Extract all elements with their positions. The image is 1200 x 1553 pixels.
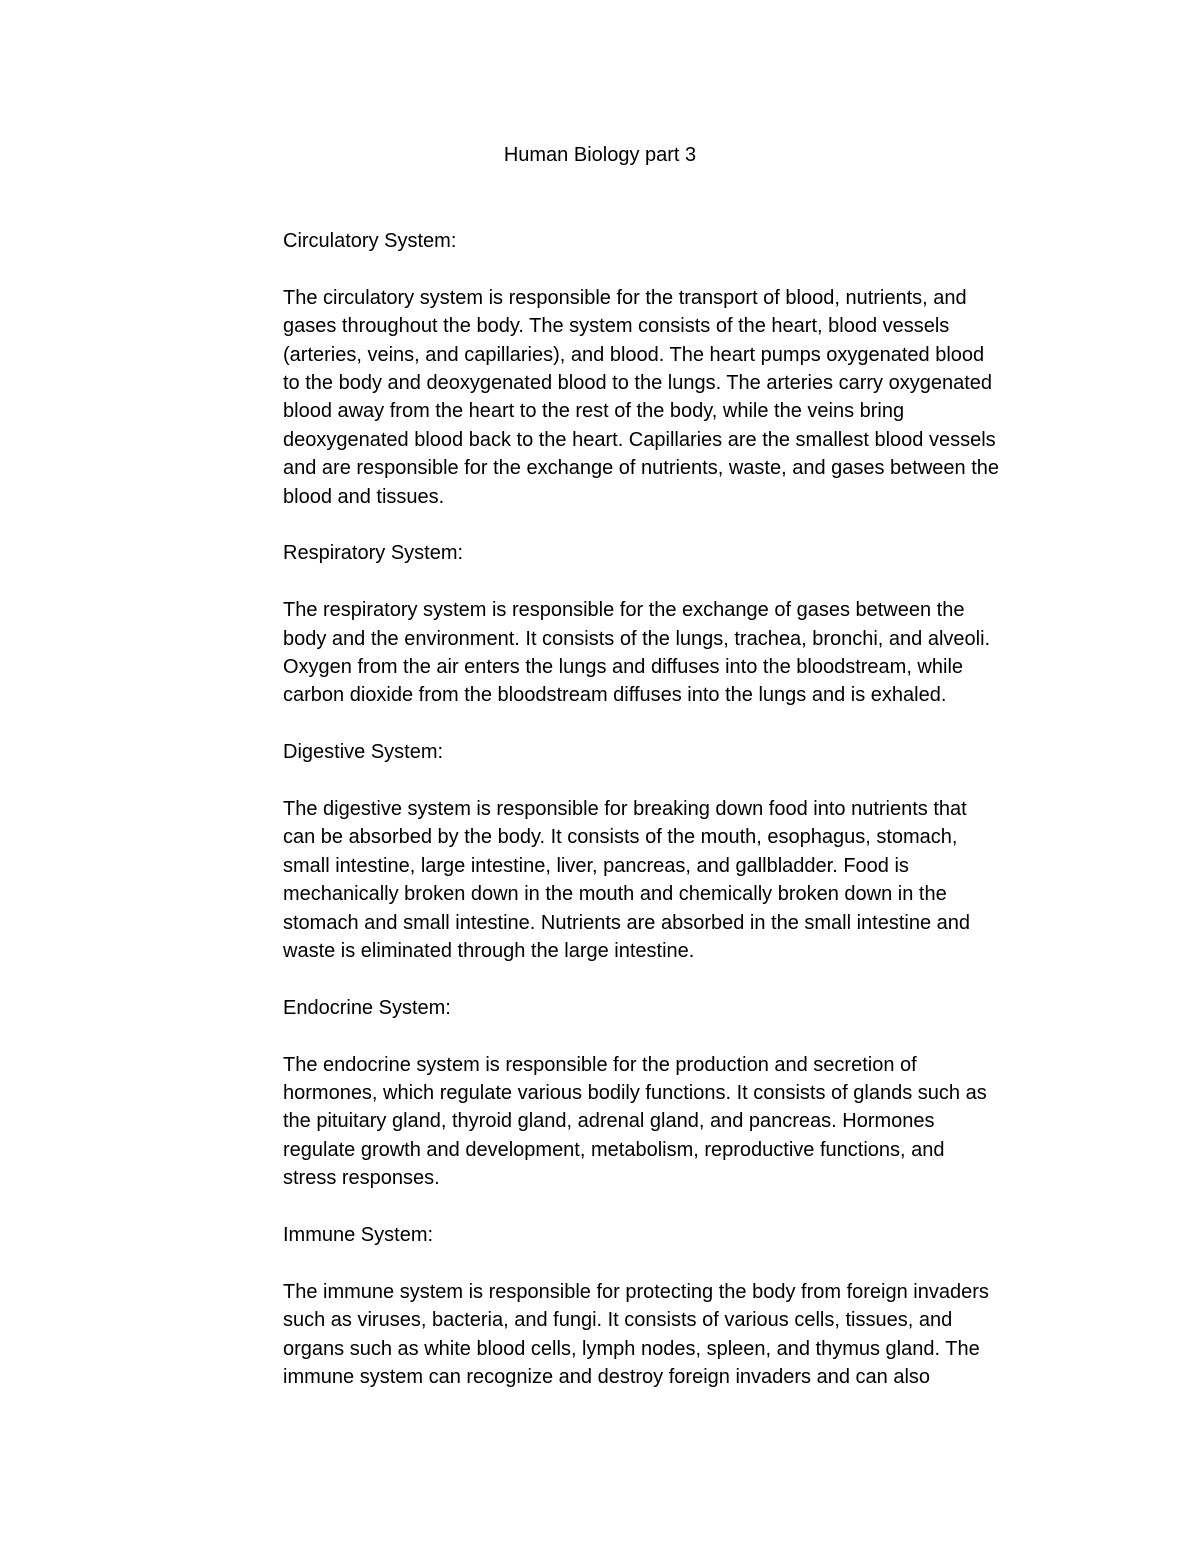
section-body-endocrine: The endocrine system is responsible for the production and secretion of hormones, which regulate various bodily functions. It consists of glands such as the pituitary gland, thyroid gland, adrenal gland, and pancreas. Hormones regulate growth and development, metabolism, reproductive functions, and stress responses. xyxy=(283,1053,987,1190)
document-title: Human Biology part 3 xyxy=(503,144,697,166)
section-heading-circulatory: Circulatory System: xyxy=(283,230,457,252)
section-body-immune: The immune system is responsible for protecting the body from foreign invaders such as viruses, bacteria, and fungi. It consists of various cells, tissues, and organs such as white blood cells, lymph nodes, spleen, and thymus gland. The immune system can recognize and destroy foreign invaders and can also xyxy=(283,1280,989,1389)
section-heading-respiratory: Respiratory System: xyxy=(283,542,464,565)
section-body-digestive: The digestive system is responsible for breaking down food into nutrients that can be absorbed by the body. It consists of the mouth, esophagus, stomach, small intestine, large intestine, liver, pancreas, and gallbladder. Food is mechanically broken down in the mouth and chemically broken down in the stomach and small intestine. Nutrients are absorbed in the small intestine and waste is eliminated through the large intestine. xyxy=(283,798,971,963)
section-body-circulatory: The circulatory system is responsible for the transport of blood, nutrients, and gases throughout the body. The system consists of the heart, blood vessels (arteries, veins, and capillaries), and blood. The heart pumps oxygenated blood to the body and deoxygenated blood to the lungs. The arteries carry oxygenated blood away from the heart to the rest of the body, while the veins bring deoxygenated blood back to the heart. Capillaries are the smallest blood vessels and are responsible for the exchange of nutrients, waste, and gases between the blood and tissues. xyxy=(283,286,1000,508)
section-heading-endocrine: Endocrine System: xyxy=(283,996,451,1019)
section-heading-immune: Immune System: xyxy=(283,1224,434,1247)
section-body-respiratory: The respiratory system is responsible for the exchange of gases between the body and the environment. It consists of the lungs, trachea, bronchi, and alveoli. Oxygen from the air enters the lungs and diffuses into the bloodstream, while carbon dioxide from the bloodstream diffuses into the lungs and is exhaled. xyxy=(283,599,991,707)
document-body xyxy=(283,227,1063,1420)
section-heading-digestive: Digestive System: xyxy=(283,741,444,764)
